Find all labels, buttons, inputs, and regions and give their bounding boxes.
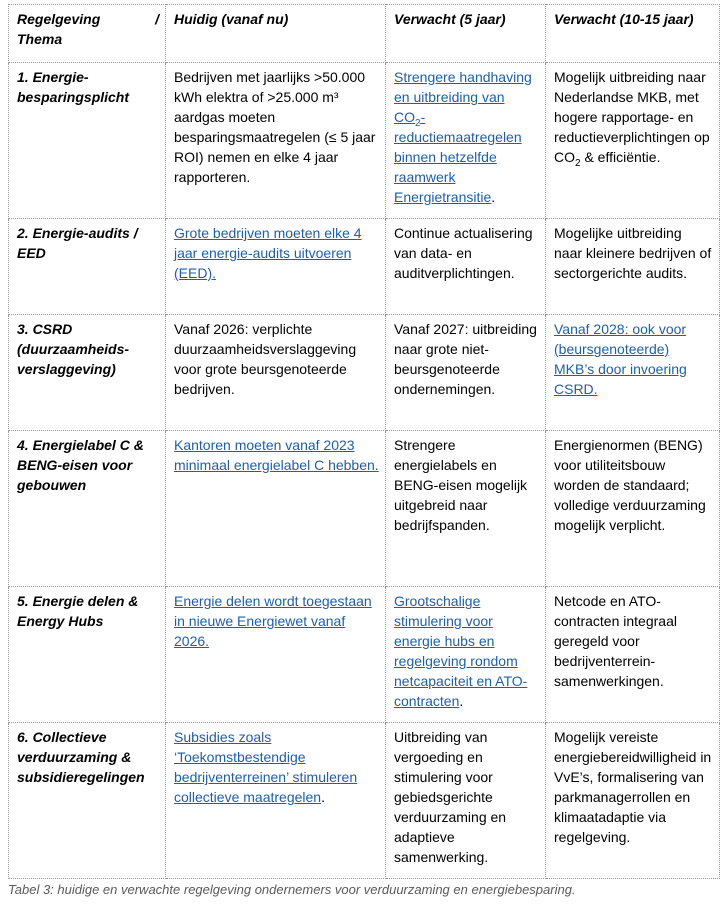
- row-current: Bedrijven met jaarlijks >50.000 kWh elektra of >25.000 m³ aardgas moeten besparingsmaatregelen (≤ 5 jaar ROI) nemen en elke 4 jaar rapporteren.: [166, 63, 386, 219]
- row-ten-fifteen-years: [546, 315, 720, 431]
- row-ten-fifteen-years: Mogelijk uitbreiding naar Nederlandse MKB, met hogere rapportage- en reductieverplichtingen op $CO_2$ & efficiëntie.: [546, 63, 720, 219]
- header-theme-line2: Thema: [17, 31, 63, 47]
- header-theme-slash: /: [155, 11, 159, 27]
- row-ten-fifteen-years: Mogelijk vereiste energiebereidwilligheid in VvE’s, formalisering van parkmanagerrollen en klimaatadaptie via regelgeving.: [546, 723, 720, 879]
- link-current[interactable]: Subsidies zoals ‘Toekomstbestendige bedrijventerreinen’ stimuleren collectieve maatregelen: [174, 729, 358, 805]
- table-row: [9, 723, 720, 879]
- row-five-years: Vanaf 2027: uitbreiding naar grote niet-beursgenoteerde ondernemingen.: [386, 315, 546, 431]
- table-row: [9, 219, 720, 315]
- row-five-years: Grootschalige stimulering voor energie hubs en regelgeving rondom netcapaciteit en ATO-contracten.: [386, 587, 546, 723]
- row-current: [166, 219, 386, 315]
- row-theme: 6. Collectieve verduurzaming & subsidieregelingen: [9, 723, 166, 879]
- table-row: [9, 63, 720, 219]
- row-five-years: Uitbreiding van vergoeding en stimulering voor gebiedsgerichte verduurzaming en adaptieve samenwerking.: [386, 723, 546, 879]
- table-caption: Tabel 3: huidige en verwachte regelgeving ondernemers voor verduurzaming en energiebesparing.: [8, 882, 576, 897]
- header-current: Huidig (vanaf nu): [166, 5, 386, 63]
- row-theme: 4. Energielabel C & BENG-eisen voor gebouwen: [9, 431, 166, 587]
- table-row: [9, 315, 720, 431]
- row-current: Vanaf 2026: verplichte duurzaamheidsverslaggeving voor grote beursgenoteerde bedrijven.: [166, 315, 386, 431]
- table-row: [9, 587, 720, 723]
- link-five-years[interactable]: Strengere handhaving en uitbreiding van $CO_2$-reductiemaatregelen binnen hetzelfde raamwerk Energietransitie: [394, 69, 532, 205]
- regulation-table: [8, 4, 720, 879]
- link-current[interactable]: Energie delen wordt toegestaan in nieuwe Energiewet vanaf 2026.: [174, 593, 372, 649]
- row-theme: 3. CSRD (duurzaamheids-verslaggeving): [9, 315, 166, 431]
- link-ten-fifteen-years[interactable]: Vanaf 2028: ook voor (beursgenoteerde) MKB’s door invoering CSRD.: [554, 321, 687, 397]
- row-current: [166, 587, 386, 723]
- table-row: [9, 431, 720, 587]
- link-current[interactable]: Grote bedrijven moeten elke 4 jaar energie-audits uitvoeren (EED).: [174, 225, 362, 281]
- row-theme: 5. Energie delen & Energy Hubs: [9, 587, 166, 723]
- header-theme: [9, 5, 166, 63]
- header-ten-fifteen-years: Verwacht (10-15 jaar): [546, 5, 720, 63]
- row-current: [166, 431, 386, 587]
- row-current: Subsidies zoals ‘Toekomstbestendige bedrijventerreinen’ stimuleren collectieve maatregelen.: [166, 723, 386, 879]
- row-ten-fifteen-years: Mogelijke uitbreiding naar kleinere bedrijven of sectorgerichte audits.: [546, 219, 720, 315]
- row-five-years: Continue actualisering van data- en auditverplichtingen.: [386, 219, 546, 315]
- row-five-years: Strengere handhaving en uitbreiding van $CO_2$-reductiemaatregelen binnen hetzelfde raamwerk Energietransitie.: [386, 63, 546, 219]
- row-five-years: Strengere energielabels en BENG-eisen mogelijk uitgebreid naar bedrijfspanden.: [386, 431, 546, 587]
- header-theme-label: Regelgeving: [17, 11, 101, 27]
- table-header-row: [9, 5, 720, 63]
- row-ten-fifteen-years: Netcode en ATO-contracten integraal geregeld voor bedrijventerrein-samenwerkingen.: [546, 587, 720, 723]
- row-theme: 1. Energie-besparingsplicht: [9, 63, 166, 219]
- link-five-years[interactable]: Grootschalige stimulering voor energie hubs en regelgeving rondom netcapaciteit en ATO-contracten: [394, 593, 528, 709]
- header-five-years: Verwacht (5 jaar): [386, 5, 546, 63]
- row-ten-fifteen-years: Energienormen (BENG) voor utiliteitsbouw worden de standaard; volledige verduurzaming mogelijk verplicht.: [546, 431, 720, 587]
- link-current[interactable]: Kantoren moeten vanaf 2023 minimaal energielabel C hebben.: [174, 437, 379, 473]
- row-theme: 2. Energie-audits / EED: [9, 219, 166, 315]
